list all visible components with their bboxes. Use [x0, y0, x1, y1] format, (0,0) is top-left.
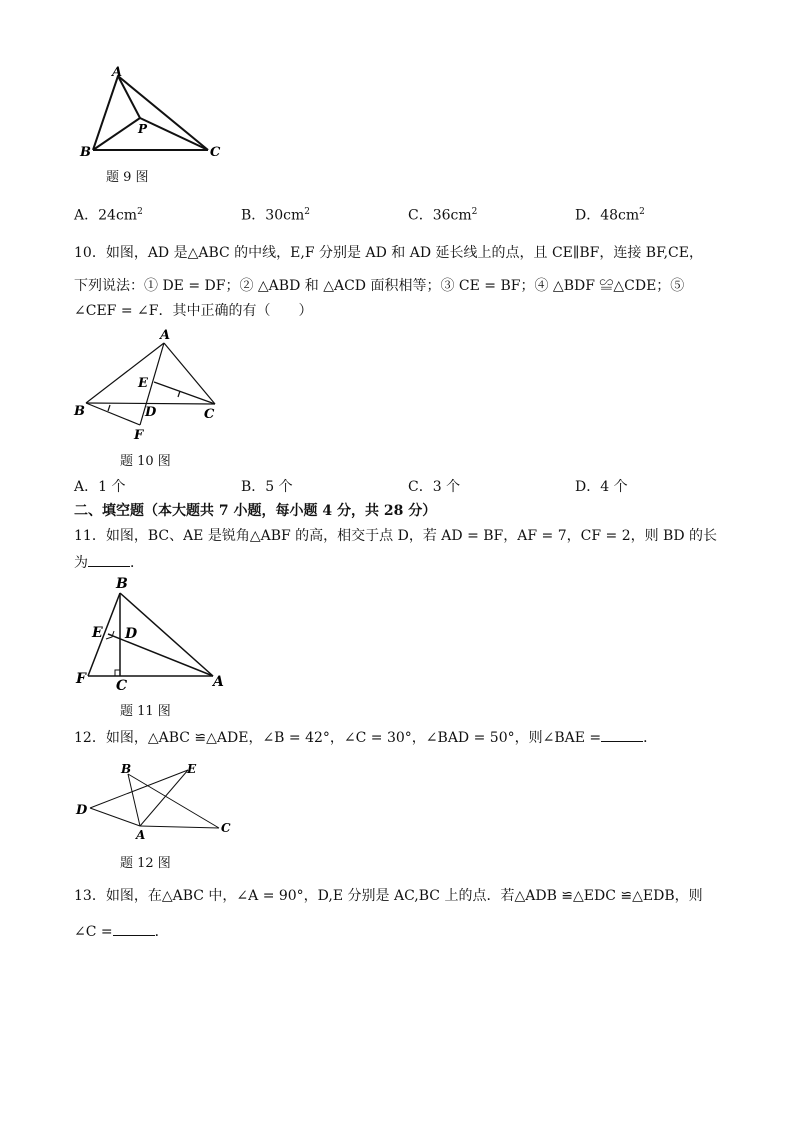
fig11-label-b: B	[116, 576, 128, 592]
q9-option-b-value: 30cm	[265, 207, 305, 224]
q12-line-1-text: 12．如图，△ABC ≌△ADE，∠B = 42°，∠C = 30°，∠BAD = 50°，则∠BAE =	[74, 730, 602, 746]
q10-option-d[interactable]: D．4 个	[575, 479, 628, 495]
q9-option-a-letter: A．	[74, 207, 99, 224]
q9-option-c-sup: 2	[471, 207, 478, 217]
q10-option-a[interactable]: A．1 个	[74, 479, 126, 495]
q13-line-1: 13．如图，在△ABC 中，∠A = 90°，D,E 分别是 AC,BC 上的点．若△ADB ≌△EDC ≌△EDB，则	[74, 888, 703, 904]
fig9-caption: 题 9 图	[106, 170, 149, 185]
fig10-label-c: C	[204, 407, 215, 422]
q11-line-2-prefix: 为	[74, 555, 88, 571]
q9-option-d-sup: 2	[639, 207, 645, 217]
figure-11	[72, 573, 237, 693]
q9-option-b-sup: 2	[304, 207, 310, 217]
fig9-label-c: C	[210, 145, 221, 160]
q9-option-a[interactable]	[74, 202, 143, 226]
q10-line-3: ∠CEF = ∠F．其中正确的有（ ）	[74, 303, 313, 319]
fig10-tick-2	[178, 391, 180, 397]
fig12-label-e: E	[187, 762, 197, 776]
q10-option-c[interactable]: C．3 个	[408, 479, 461, 495]
fig9-label-a: A	[112, 65, 123, 80]
q10-line-2: 下列说法：① DE = DF；② △ABD 和 △ACD 面积相等；③ CE = BF；④ △BDF ≌△CDE；⑤	[74, 278, 685, 294]
q9-option-c[interactable]	[408, 202, 477, 226]
q12-line-1	[74, 727, 657, 748]
q12-answer-blank[interactable]	[601, 727, 643, 742]
fig11-caption: 题 11 图	[120, 704, 171, 719]
fig10-segment-ab	[86, 343, 164, 403]
fig10-label-e: E	[138, 376, 148, 391]
fig12-label-d: D	[76, 803, 88, 818]
q13-line-2-prefix: ∠C =	[74, 924, 113, 940]
q13-answer-blank[interactable]	[113, 921, 155, 936]
fig12-label-b: B	[121, 762, 132, 776]
fig11-label-d: D	[125, 626, 138, 642]
q12-line-1-suffix: ．	[643, 730, 658, 746]
fig12-segment-ac	[140, 826, 219, 828]
fig9-segment-ac	[118, 76, 208, 150]
fig9-label-p: P	[138, 122, 148, 136]
fig12-segment-ba	[128, 774, 140, 826]
fig10-label-f: F	[134, 428, 144, 443]
fig12-segment-da	[90, 808, 140, 826]
fig11-label-a: A	[213, 674, 224, 690]
fig9-segment-ab	[93, 76, 118, 150]
q9-option-c-letter: C．	[408, 207, 433, 224]
q10-line-1: 10．如图，AD 是△ABC 的中线，E,F 分别是 AD 和 AD 延长线上的点，且 CE∥BF，连接 BF,CE，	[74, 245, 703, 261]
fig10-caption: 题 10 图	[120, 454, 171, 469]
q13-line-2	[74, 921, 169, 942]
fig11-segment-ae	[108, 634, 213, 676]
q10-option-b[interactable]: B．5 个	[241, 479, 293, 495]
q9-option-c-value: 36cm	[432, 207, 472, 224]
fig9-segment-bp	[93, 118, 140, 150]
q11-line-2-suffix: ．	[130, 555, 144, 571]
fig12-label-a: A	[136, 828, 146, 842]
q9-option-b[interactable]	[241, 202, 310, 226]
q9-option-d-letter: D．	[575, 207, 601, 224]
fig12-segment-ae	[140, 770, 188, 826]
figure-9	[78, 62, 228, 162]
fig10-label-b: B	[74, 404, 85, 419]
fig10-segment-bc	[86, 403, 215, 404]
fig10-label-a: A	[160, 328, 171, 343]
fig9-segment-ap	[118, 76, 140, 118]
q9-option-d[interactable]	[575, 202, 645, 226]
fig12-segment-de	[90, 770, 188, 808]
q9-option-a-value: 24cm	[98, 207, 138, 224]
fig12-caption: 题 12 图	[120, 856, 171, 871]
fig12-label-c: C	[221, 821, 231, 835]
q11-line-1: 11．如图，BC、AE 是锐角△ABF 的高，相交于点 D，若 AD = BF，AF = 7，CF = 2，则 BD 的长	[74, 528, 718, 544]
q13-line-2-suffix: ．	[154, 924, 169, 940]
fig10-segment-bf	[86, 403, 140, 425]
fig11-label-c: C	[116, 678, 128, 693]
q9-option-a-sup: 2	[137, 207, 143, 217]
section-2-title: 二、填空题（本大题共 7 小题，每小题 4 分，共 28 分）	[74, 503, 437, 519]
fig12-segment-bc	[128, 774, 219, 828]
fig9-label-b: B	[80, 145, 91, 160]
q9-option-b-letter: B．	[241, 207, 266, 224]
figure-10	[72, 325, 232, 445]
q11-answer-blank[interactable]	[88, 552, 130, 567]
fig11-label-f: F	[76, 671, 86, 687]
fig11-label-e: E	[92, 625, 103, 641]
q11-line-2	[74, 552, 144, 573]
fig10-label-d: D	[145, 405, 157, 420]
figure-12	[72, 760, 237, 845]
fig10-tick-1	[108, 405, 110, 411]
q9-option-d-value: 48cm	[600, 207, 640, 224]
